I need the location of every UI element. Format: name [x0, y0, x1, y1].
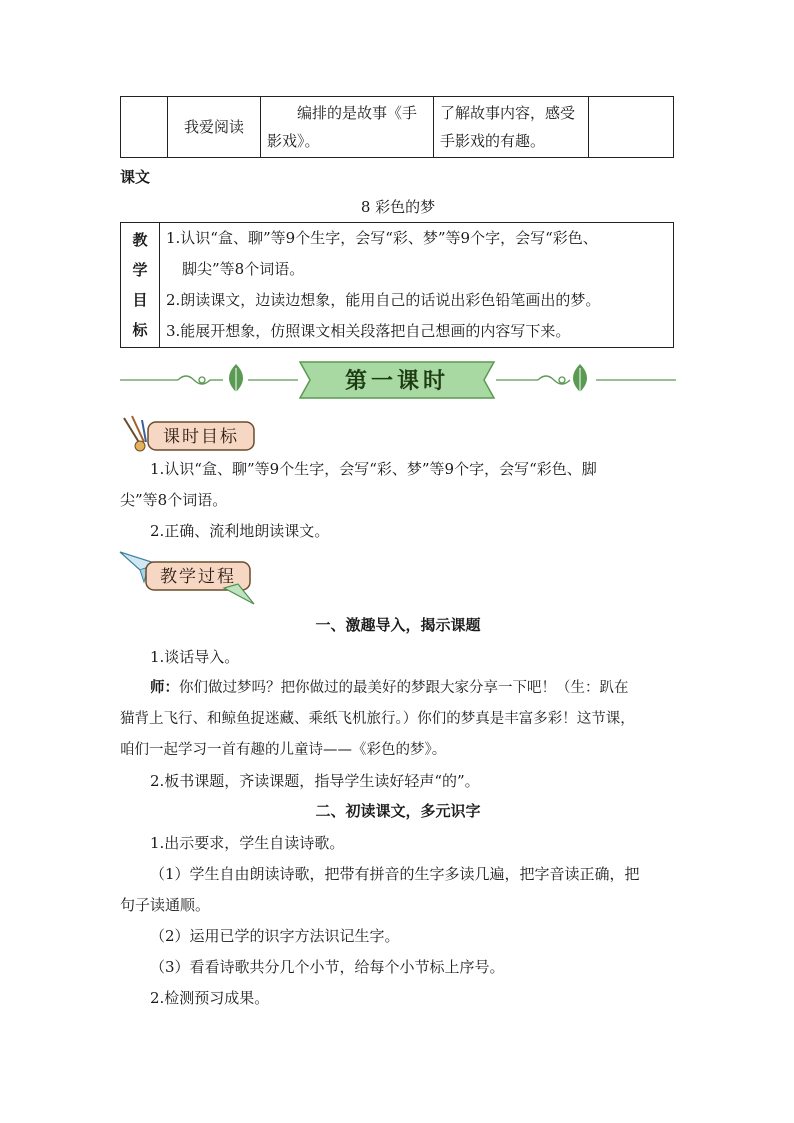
top-table [120, 96, 674, 158]
section-two-item-1: 1.出示要求，学生自读诗歌。 [150, 834, 345, 852]
lesson-goal-badge [118, 414, 258, 454]
lesson-goal-1: 1.认识“盒、聊”等9个生字，会写“彩、梦”等9个字，会写“彩色、脚 [150, 460, 597, 478]
section-two-sub-1-cont: 句子读通顺。 [120, 896, 211, 914]
teacher-line-1: 你们做过梦吗？把你做过的最美好的梦跟大家分享一下吧！（生：趴在 [179, 680, 629, 696]
teacher-line-2: 猫背上飞行、和鲸鱼捉迷藏、乘纸飞机旅行。）你们的梦真是丰富多彩！这节课， [120, 711, 635, 727]
goal-item-3: 3.能展开想象，仿照课文相关段落把自己想画的内容写下来。 [166, 322, 571, 340]
top-table-cell-empty-2 [589, 97, 674, 158]
teaching-process-badge [118, 548, 258, 606]
section-two-title: 二、初读课文，多元识字 [315, 802, 481, 820]
section-two-sub-2: （2）运用已学的识字方法识记生字。 [150, 927, 400, 945]
goals-header-char-3: 目 [132, 291, 148, 309]
goals-header [121, 223, 160, 348]
top-table-goal-line-1: 了解故事内容，感受 [440, 104, 576, 122]
top-table-goal-line-2: 手影戏的有趣。 [440, 132, 546, 150]
section-one-item-1: 1.谈话导入。 [150, 648, 240, 666]
top-table-cell-content [261, 97, 434, 158]
top-table-cell-title: 我爱阅读 [168, 97, 261, 158]
teacher-label: 师： [150, 680, 179, 696]
paper-plane-icon [224, 584, 254, 604]
goals-header-char-4: 标 [132, 321, 148, 339]
brush-icon [124, 416, 146, 451]
goal-item-1: 1.认识“盒、聊”等9个生字，会写“彩、梦”等9个字，会写“彩色、 [166, 229, 598, 247]
badge-process-text: 教学过程 [160, 567, 236, 587]
lesson-goal-1-cont: 尖”等8个词语。 [120, 491, 228, 509]
section-one-title: 一、激趣导入，揭示课题 [315, 616, 481, 634]
section-label: 课文 [120, 168, 151, 186]
top-table-content-line-2: 影戏》。 [267, 132, 320, 150]
top-table-cell-empty-1 [121, 97, 168, 158]
section-one-content [120, 642, 676, 797]
top-table-cell-goal [434, 97, 589, 158]
goals-table [120, 222, 674, 348]
lesson-goals [120, 454, 676, 547]
lesson-title: 8 彩色的梦 [360, 198, 436, 216]
goal-item-2: 2.朗读课文，边读边想象，能用自己的话说出彩色铅笔画出的梦。 [166, 291, 601, 309]
goals-list [160, 223, 674, 348]
section-two-sub-3: （3）看看诗歌共分几个小节，给每个小节标上序号。 [150, 958, 505, 976]
lesson-period-banner [118, 356, 678, 404]
goals-header-char-1: 教 [132, 231, 148, 249]
teacher-line-3: 咱们一起学习一首有趣的儿童诗——《彩色的梦》。 [120, 742, 447, 758]
banner-title: 第一课时 [344, 369, 450, 394]
section-two-content [120, 828, 676, 1014]
goals-header-char-2: 学 [132, 261, 148, 279]
teacher-dialogue [120, 673, 676, 704]
banner-left-vine [120, 376, 298, 384]
goal-item-1-cont: 脚尖”等8个词语。 [182, 260, 305, 278]
badge-goal-text: 课时目标 [163, 427, 239, 447]
section-two-sub-1: （1）学生自由朗读诗歌，把带有拼音的生字多读几遍，把字音读正确，把 [150, 865, 640, 883]
section-two-item-2: 2.检测预习成果。 [150, 989, 270, 1007]
section-one-item-2: 2.板书课题，齐读课题，指导学生读好轻声“的”。 [150, 772, 480, 790]
top-table-content-line-1: 编排的是故事《手 [297, 104, 418, 122]
lesson-goal-2: 2.正确、流利地朗读课文。 [150, 522, 330, 540]
